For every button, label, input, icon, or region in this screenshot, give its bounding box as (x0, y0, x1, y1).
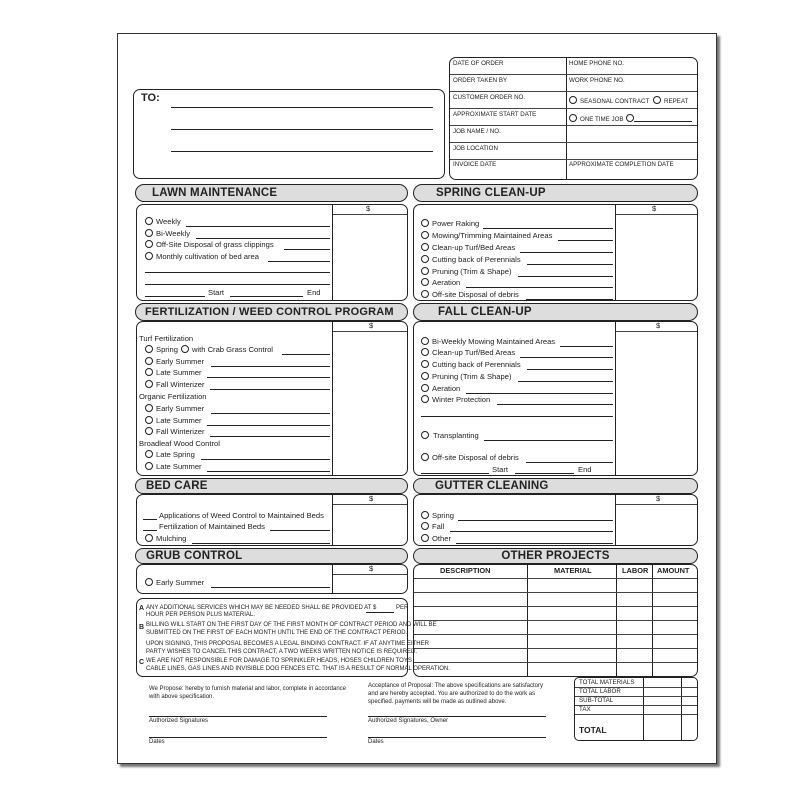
order-taken-by-label: ORDER TAKEN BY (453, 77, 508, 84)
radio-circle[interactable] (421, 534, 429, 542)
radio-circle[interactable] (421, 360, 429, 368)
bed-care-header: BED CARE (135, 478, 408, 494)
terms-c-line-2: CABLE LINES, GAS LINES AND INVISIBLE DOG FENCES ETC. THAT IS A RESULT OF NORMAL OPERATION. (146, 666, 450, 672)
gutter-item-spring[interactable]: Spring (421, 511, 454, 521)
radio-circle[interactable] (421, 453, 429, 461)
approx-completion-date-label: APPROXIMATE COMPLETION DATE (569, 161, 674, 168)
lawn-end-label: End (307, 288, 321, 297)
spring-item-power-raking[interactable]: Power Raking (421, 219, 479, 229)
bed-item-mulching[interactable]: Mulching (145, 534, 186, 544)
propose-line-2: with above specification. (149, 694, 215, 700)
fall-dollar: $ (656, 321, 661, 330)
spring-item-perennials[interactable]: Cutting back of Perennials (421, 255, 521, 265)
gutter-item-other[interactable]: Other (421, 534, 451, 544)
dates-label: Dates (149, 739, 165, 745)
radio-circle[interactable] (421, 511, 429, 519)
other-projects-header: OTHER PROJECTS (413, 548, 698, 564)
owner-dates-line[interactable] (368, 737, 546, 738)
fert-broadleaf-late-summer-radio[interactable]: Late Summer (145, 462, 202, 472)
radio-circle[interactable] (421, 278, 429, 286)
fall-item-winter-protection[interactable]: Winter Protection (421, 395, 490, 405)
owner-dates-label: Dates (368, 739, 384, 745)
lawn-item-weekly[interactable]: Weekly (145, 217, 181, 227)
bed-dollar: $ (369, 494, 374, 503)
terms-b-line-3: UPON SIGNING, THIS PROPOSAL BECOMES A LEGAL BINDING CONTRACT. IF AT ANYTIME EITHER (146, 641, 429, 647)
approx-start-date-label: APPROXIMATE START DATE (453, 111, 537, 118)
total-materials-label: TOTAL MATERIALS (579, 679, 635, 686)
lawn-maintenance-header: LAWN MAINTENANCE (135, 184, 408, 202)
fert-early-summer-radio[interactable]: Early Summer (145, 357, 204, 367)
radio-circle[interactable] (145, 357, 153, 365)
fall-cleanup-header: FALL CLEAN-UP (413, 303, 698, 321)
radio-circle[interactable] (569, 114, 577, 122)
spring-cleanup-header: SPRING CLEAN-UP (413, 184, 698, 202)
job-name-label: JOB NAME / NO. (453, 128, 501, 135)
accept-line-2: and are hereby accepted. You are authorized to do the work as (368, 691, 536, 697)
radio-circle[interactable] (181, 345, 189, 353)
radio-circle[interactable] (421, 348, 429, 356)
spring-item-cleanup[interactable]: Clean-up Turf/Bed Areas (421, 243, 515, 253)
spring-item-aeration[interactable]: Aeration (421, 278, 460, 288)
radio-circle[interactable] (421, 431, 429, 439)
terms-b-line-4: PARTY WISHES TO CANCEL THIS CONTRACT, A TWO WEEKS WRITTEN NOTICE IS REQUIRED. (146, 649, 418, 655)
spring-item-mowing[interactable]: Mowing/Trimming Maintained Areas (421, 231, 552, 241)
accept-line-3: specified. payments will be made as outlined above. (368, 699, 507, 705)
radio-circle[interactable] (421, 395, 429, 403)
fall-item-aeration[interactable]: Aeration (421, 384, 460, 394)
radio-circle[interactable] (421, 267, 429, 275)
radio-circle[interactable] (145, 229, 153, 237)
fertilization-header: FERTILIZATION / WEED CONTROL PROGRAM (135, 303, 408, 321)
terms-b-letter: B (139, 624, 145, 631)
gutter-cleaning-header: GUTTER CLEANING (413, 478, 698, 494)
fert-spring-radio[interactable]: Spring with Crab Grass Control (145, 345, 273, 355)
other-col-labor: LABOR (622, 566, 649, 575)
work-phone-label: WORK PHONE NO. (569, 77, 625, 84)
lawn-item-biweekly[interactable]: Bi-Weekly (145, 229, 190, 239)
lawn-start-label: Start (208, 288, 225, 297)
fert-turf-label: Turf Fertilization (139, 334, 194, 343)
fall-transplanting-label: Transplanting (433, 431, 479, 440)
fert-fall-winterizer-radio[interactable]: Fall Winterizer (145, 380, 205, 390)
radio-circle[interactable] (145, 578, 153, 586)
to-address-box (133, 89, 445, 179)
fert-broadleaf-label: Broadleaf Wood Control (139, 439, 220, 448)
sub-total-label: SUB-TOTAL (579, 697, 614, 704)
radio-circle[interactable] (145, 368, 153, 376)
job-location-label: JOB LOCATION (453, 145, 498, 152)
other-col-material: MATERIAL (554, 566, 592, 575)
to-line-3[interactable] (171, 151, 433, 152)
terms-a-letter: A (139, 605, 145, 612)
spring-item-disposal[interactable]: Off-site Disposal of debris (421, 290, 519, 300)
fall-item-cleanup[interactable]: Clean-up Turf/Bed Areas (421, 348, 515, 358)
radio-circle[interactable] (653, 96, 661, 104)
grub-dollar: $ (369, 564, 374, 573)
radio-circle[interactable] (421, 522, 429, 530)
grub-item-early-summer[interactable]: Early Summer (145, 578, 204, 588)
radio-circle[interactable] (145, 345, 153, 353)
radio-circle[interactable] (421, 255, 429, 263)
terms-c-line-1: WE ARE NOT RESPONSIBLE FOR DAMAGE TO SPRINKLER HEADS, HOSES CHILDREN TOYS (146, 658, 412, 664)
radio-circle[interactable] (145, 380, 153, 388)
terms-b-line-2: SUBMITTED ON THE FIRST OF EACH MONTH UNTIL THE END OF THE CONTRACT PERIOD. (146, 630, 408, 636)
fall-item-disposal[interactable]: Off-site Disposal of debris (421, 453, 519, 463)
dates-line[interactable] (149, 737, 327, 738)
authorized-signatures-label: Authorized Signatures (149, 718, 209, 724)
one-time-job-checkbox[interactable]: ONE TIME JOB (569, 114, 637, 124)
radio-circle[interactable] (145, 240, 153, 248)
home-phone-label: HOME PHONE NO. (569, 60, 625, 67)
radio-circle[interactable] (421, 290, 429, 298)
repeat-checkbox[interactable]: REPEAT (653, 96, 688, 106)
fert-dollar: $ (369, 321, 374, 330)
radio-circle[interactable] (626, 114, 634, 122)
radio-circle[interactable] (145, 450, 153, 458)
fall-start-label: Start (492, 465, 509, 474)
other-col-description: DESCRIPTION (440, 566, 491, 575)
radio-circle[interactable] (145, 534, 153, 542)
radio-circle[interactable] (145, 462, 153, 470)
gutter-item-fall[interactable]: Fall (421, 522, 444, 532)
radio-circle[interactable] (421, 219, 429, 227)
radio-circle[interactable] (421, 372, 429, 380)
radio-circle[interactable] (145, 416, 153, 424)
total-labor-label: TOTAL LABOR (579, 688, 621, 695)
fall-item-perennials[interactable]: Cutting back of Perennials (421, 360, 521, 370)
gutter-dollar: $ (656, 494, 661, 503)
radio-circle[interactable] (145, 252, 153, 260)
accept-line-1: Acceptance of Proposal: The above specifications are satisfactory (368, 683, 543, 689)
lawn-item-offsite[interactable]: Off-Site Disposal of grass clippings (145, 240, 274, 250)
authorized-signatures-owner-label: Authorized Signatures, Owner (368, 718, 449, 724)
terms-a-line-1: ANY ADDITIONAL SERVICES WHICH MAY BE NEEDED SHALL BE PROVIDED AT $ (146, 605, 377, 611)
fert-organic-early-summer-radio[interactable]: Early Summer (145, 404, 204, 414)
radio-circle[interactable] (421, 384, 429, 392)
date-of-order-label: DATE OF ORDER (453, 60, 504, 67)
invoice-date-label: INVOICE DATE (453, 161, 497, 168)
fert-late-summer-radio[interactable]: Late Summer (145, 368, 202, 378)
radio-circle[interactable] (421, 231, 429, 239)
fall-end-label: End (578, 465, 592, 474)
fert-organic-label: Organic Fertilization (139, 392, 207, 401)
bed-item-fertilization[interactable]: Fertilization of Maintained Beds (159, 522, 265, 531)
owner-signature-line[interactable] (368, 716, 546, 717)
other-col-amount: AMOUNT (657, 566, 690, 575)
radio-circle[interactable] (145, 427, 153, 435)
fall-item-mowing[interactable]: Bi-Weekly Mowing Maintained Areas (421, 337, 555, 347)
authorized-signature-line[interactable] (149, 716, 327, 717)
to-line-2[interactable] (171, 129, 433, 130)
fall-item-pruning[interactable]: Pruning (Trim & Shape) (421, 372, 511, 382)
radio-circle[interactable] (145, 217, 153, 225)
to-line-1[interactable] (171, 107, 433, 108)
fert-late-spring-radio[interactable]: Late Spring (145, 450, 195, 460)
bed-item-weed-control[interactable]: Applications of Weed Control to Maintained Beds (159, 511, 324, 520)
total-label: TOTAL (579, 725, 607, 735)
radio-circle[interactable] (421, 243, 429, 251)
fall-item-transplanting[interactable] (421, 431, 432, 441)
seasonal-contract-checkbox[interactable]: SEASONAL CONTRACT (569, 96, 649, 106)
spring-dollar: $ (652, 204, 657, 213)
spring-item-pruning[interactable]: Pruning (Trim & Shape) (421, 267, 511, 277)
lawn-dollar: $ (366, 204, 371, 213)
grub-control-header: GRUB CONTROL (135, 548, 408, 564)
radio-circle[interactable] (145, 404, 153, 412)
terms-c-letter: C (139, 659, 145, 666)
terms-b-line-1: BILLING WILL START ON THE FIRST DAY OF THE FIRST MONTH OF CONTRACT PERIOD AND WILL BE (146, 622, 437, 628)
fert-organic-late-summer-radio[interactable]: Late Summer (145, 416, 202, 426)
terms-a-per: PER (396, 605, 409, 611)
customer-order-no-label: CUSTOMER ORDER NO. (453, 94, 526, 101)
fert-organic-fall-winterizer-radio[interactable]: Fall Winterizer (145, 427, 205, 437)
radio-circle[interactable] (569, 96, 577, 104)
lawn-item-monthly[interactable]: Monthly cultivation of bed area (145, 252, 259, 262)
terms-a-line-2: HOUR PER PERSON PLUS MATERIAL. (146, 612, 255, 618)
tax-label: TAX (579, 706, 591, 713)
propose-line-1: We Propose: hereby to furnish material and labor, complete in accordance (149, 686, 346, 692)
to-label: TO: (141, 92, 160, 104)
radio-circle[interactable] (421, 337, 429, 345)
